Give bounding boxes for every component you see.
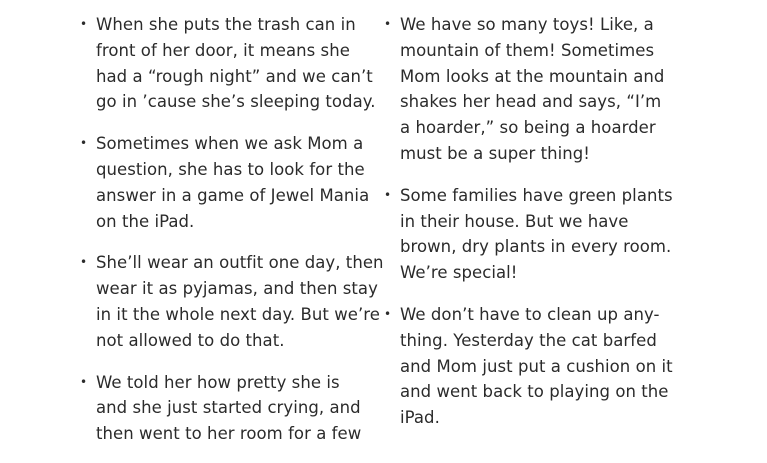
text-line: question, she has to look for the: [96, 159, 365, 179]
text-line: and went back to playing on the: [400, 382, 669, 402]
text-line: go in ’cause she’s sleeping today.: [96, 92, 376, 112]
list-item: [78, 250, 384, 353]
text-line: We don’t have to clean up any-: [400, 304, 660, 324]
bullet-icon: •: [80, 255, 88, 270]
text-line: thing. Yesterday the cat barfed: [400, 330, 657, 350]
text-line: Sometimes when we ask Mom a: [96, 134, 364, 154]
left-column-list: [78, 12, 384, 463]
bullet-icon: •: [80, 17, 88, 31]
right-column-list: [382, 12, 682, 447]
text-line: Mom looks at the mountain and: [400, 66, 665, 86]
list-item: [382, 12, 682, 167]
text-line: had a “rough night” and we can’t: [96, 66, 373, 86]
list-item: [78, 12, 376, 115]
text-line: in it the whole next day. But we’re: [96, 304, 380, 324]
list-item: [382, 183, 682, 286]
text-line: not allowed to do that.: [96, 330, 285, 350]
list-item: [382, 302, 682, 431]
text-line: answer in a game of Jewel Mania: [96, 185, 370, 205]
bullet-icon: •: [384, 17, 392, 31]
text-line: mountain of them! Sometimes: [400, 40, 655, 60]
text-line: and Mom just put a cushion on it: [400, 356, 673, 376]
text-line: in their house. But we have: [400, 211, 629, 231]
text-line: shakes her head and says, “I’m: [400, 92, 662, 112]
text-line: and she just started crying, and: [96, 398, 361, 418]
text-line: When she puts the trash can in: [96, 15, 356, 34]
text-line: a hoarder,” so being a hoarder: [400, 118, 656, 138]
text-line: We have so many toys! Like, a: [400, 15, 654, 34]
text-line: on the iPad.: [96, 211, 195, 231]
text-line: front of her door, it means she: [96, 40, 350, 60]
text-line: then went to her room for a few: [96, 424, 362, 444]
list-item: [78, 131, 368, 234]
bullet-icon: •: [384, 187, 392, 202]
text-line: Some families have green plants: [400, 185, 673, 205]
text-line: brown, dry plants in every room.: [400, 237, 672, 257]
list-item: [78, 370, 368, 447]
text-line: We’re special!: [400, 263, 518, 283]
text-line: must be a super thing!: [400, 143, 590, 163]
bullet-icon: •: [384, 306, 392, 321]
text-line: She’ll wear an outfit one day, then: [96, 253, 384, 273]
bullet-icon: •: [80, 374, 88, 389]
text-line: We told her how pretty she is: [96, 372, 340, 392]
text-line: wear it as pyjamas, and then stay: [96, 279, 378, 299]
text-line: iPad.: [400, 408, 440, 428]
bullet-icon: •: [80, 136, 88, 151]
